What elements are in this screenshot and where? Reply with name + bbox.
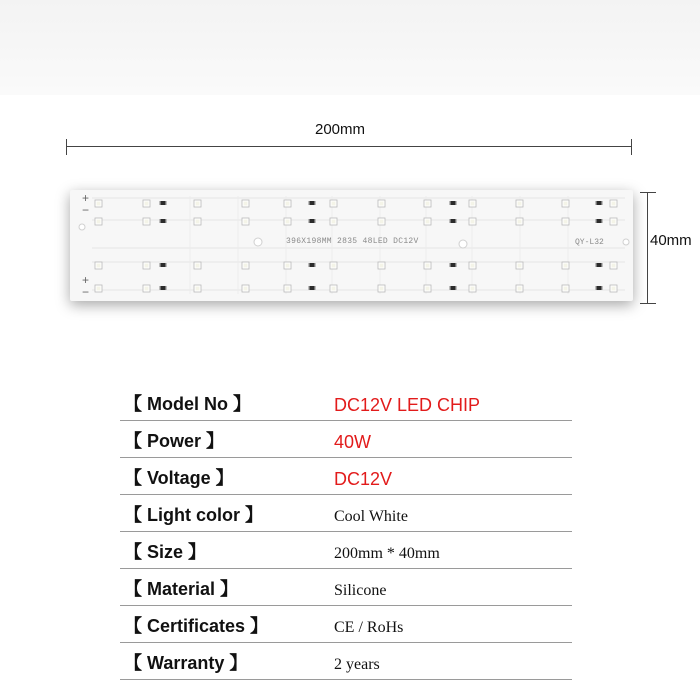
spec-label: 【 Warranty 】 bbox=[124, 653, 248, 673]
led-chip-phosphor bbox=[196, 264, 200, 268]
resistor bbox=[450, 286, 456, 290]
spec-label: 【 Size 】 bbox=[124, 542, 207, 562]
led-chip-phosphor bbox=[244, 287, 248, 291]
led-chip-phosphor bbox=[332, 220, 336, 224]
spec-value: 40W bbox=[334, 432, 372, 452]
resistor-pad bbox=[595, 286, 597, 290]
resistor-pad bbox=[166, 263, 168, 267]
spec-row-size bbox=[120, 532, 572, 569]
led-chip-phosphor bbox=[564, 264, 568, 268]
board-model-code: QY-L32 bbox=[575, 238, 604, 247]
resistor bbox=[450, 263, 456, 267]
led-chip-phosphor bbox=[244, 202, 248, 206]
spec-label: 【 Power 】 bbox=[124, 431, 225, 451]
led-chip-phosphor bbox=[196, 220, 200, 224]
led-chip-phosphor bbox=[518, 202, 522, 206]
spec-row-light-color bbox=[120, 495, 572, 532]
height-dimension-bottom-tick bbox=[640, 303, 656, 304]
resistor-pad bbox=[595, 219, 597, 223]
mounting-hole bbox=[79, 224, 85, 230]
led-chip-phosphor bbox=[196, 202, 200, 206]
resistor-pad bbox=[159, 219, 161, 223]
spec-label: 【 Light color 】 bbox=[124, 505, 263, 525]
led-chip-phosphor bbox=[426, 264, 430, 268]
led-chip-phosphor bbox=[332, 287, 336, 291]
height-dimension-label: 40mm bbox=[650, 232, 692, 249]
top-background bbox=[0, 0, 700, 95]
resistor-pad bbox=[315, 201, 317, 205]
led-chip-phosphor bbox=[286, 264, 290, 268]
resistor-pad bbox=[159, 201, 161, 205]
resistor-pad bbox=[449, 263, 451, 267]
spec-row-model bbox=[120, 384, 572, 421]
board-plus-sign: + bbox=[82, 191, 90, 205]
resistor bbox=[309, 219, 315, 223]
resistor-pad bbox=[308, 201, 310, 205]
resistor-pad bbox=[456, 201, 458, 205]
mounting-hole bbox=[254, 238, 262, 246]
resistor bbox=[596, 286, 602, 290]
resistor-pad bbox=[449, 219, 451, 223]
resistor bbox=[596, 263, 602, 267]
resistor bbox=[160, 201, 166, 205]
resistor-pad bbox=[595, 263, 597, 267]
mounting-hole bbox=[623, 239, 629, 245]
led-chip-phosphor bbox=[145, 202, 149, 206]
led-chip-phosphor bbox=[380, 264, 384, 268]
width-dimension-line bbox=[66, 146, 632, 147]
led-chip-phosphor bbox=[332, 264, 336, 268]
resistor-pad bbox=[166, 201, 168, 205]
led-chip-phosphor bbox=[244, 220, 248, 224]
led-chip-phosphor bbox=[97, 264, 101, 268]
height-dimension-line bbox=[647, 192, 648, 304]
spec-label: 【 Voltage 】 bbox=[124, 468, 234, 488]
resistor bbox=[309, 286, 315, 290]
led-chip-phosphor bbox=[145, 264, 149, 268]
led-chip-phosphor bbox=[518, 287, 522, 291]
led-chip-phosphor bbox=[471, 202, 475, 206]
spec-value: 200mm * 40mm bbox=[334, 545, 440, 562]
led-chip-phosphor bbox=[612, 202, 616, 206]
spec-value: Cool White bbox=[334, 508, 408, 525]
spec-row-power bbox=[120, 421, 572, 458]
resistor bbox=[309, 201, 315, 205]
spec-label: 【 Model No 】 bbox=[124, 394, 251, 414]
mounting-hole bbox=[459, 240, 467, 248]
resistor-pad bbox=[595, 201, 597, 205]
resistor-pad bbox=[315, 219, 317, 223]
spec-table bbox=[120, 384, 572, 680]
led-chip-phosphor bbox=[97, 202, 101, 206]
led-chip-phosphor bbox=[426, 287, 430, 291]
led-chip-phosphor bbox=[564, 220, 568, 224]
resistor-pad bbox=[166, 219, 168, 223]
resistor-pad bbox=[456, 263, 458, 267]
led-chip-phosphor bbox=[380, 220, 384, 224]
resistor bbox=[450, 219, 456, 223]
spec-label: 【 Material 】 bbox=[124, 579, 239, 599]
spec-value: 2 years bbox=[334, 656, 380, 673]
resistor bbox=[596, 219, 602, 223]
led-chip-phosphor bbox=[518, 220, 522, 224]
spec-value: DC12V bbox=[334, 469, 393, 489]
led-chip-phosphor bbox=[244, 264, 248, 268]
led-board-image bbox=[70, 190, 633, 301]
led-chip-phosphor bbox=[286, 220, 290, 224]
board-plus-sign-lower: + bbox=[82, 273, 90, 287]
resistor-pad bbox=[308, 286, 310, 290]
spec-value: DC12V LED CHIP bbox=[334, 395, 481, 415]
resistor-pad bbox=[166, 286, 168, 290]
resistor-pad bbox=[159, 263, 161, 267]
led-chip-phosphor bbox=[426, 202, 430, 206]
led-chip-phosphor bbox=[97, 287, 101, 291]
resistor bbox=[160, 263, 166, 267]
resistor-pad bbox=[602, 263, 604, 267]
resistor-pad bbox=[308, 219, 310, 223]
spec-row-certificates bbox=[120, 606, 572, 643]
resistor-pad bbox=[449, 201, 451, 205]
spec-row-voltage bbox=[120, 458, 572, 495]
led-chip-phosphor bbox=[196, 287, 200, 291]
led-chip-phosphor bbox=[471, 220, 475, 224]
led-chip-phosphor bbox=[332, 202, 336, 206]
resistor bbox=[596, 201, 602, 205]
led-chip-phosphor bbox=[286, 202, 290, 206]
resistor-pad bbox=[456, 286, 458, 290]
board-minus-sign: − bbox=[82, 203, 90, 217]
spec-value: Silicone bbox=[334, 582, 387, 599]
resistor-pad bbox=[315, 286, 317, 290]
resistor-pad bbox=[456, 219, 458, 223]
board-minus-sign-lower: − bbox=[82, 285, 90, 299]
led-chip-phosphor bbox=[380, 287, 384, 291]
resistor-pad bbox=[449, 286, 451, 290]
led-chip-phosphor bbox=[564, 202, 568, 206]
led-chip-phosphor bbox=[564, 287, 568, 291]
spec-row-warranty bbox=[120, 643, 572, 680]
width-dimension-left-tick bbox=[66, 139, 67, 155]
resistor bbox=[450, 201, 456, 205]
led-chip-phosphor bbox=[145, 287, 149, 291]
led-chip-phosphor bbox=[471, 287, 475, 291]
spec-row-material bbox=[120, 569, 572, 606]
resistor bbox=[160, 219, 166, 223]
spec-label: 【 Certificates 】 bbox=[124, 616, 269, 636]
width-dimension-right-tick bbox=[631, 139, 632, 155]
led-chip-phosphor bbox=[471, 264, 475, 268]
led-chip-phosphor bbox=[518, 264, 522, 268]
led-chip-phosphor bbox=[97, 220, 101, 224]
led-chip-phosphor bbox=[380, 202, 384, 206]
resistor-pad bbox=[602, 219, 604, 223]
spec-value: CE / RoHs bbox=[334, 619, 404, 636]
resistor-pad bbox=[159, 286, 161, 290]
board-silkscreen-text: 396X198MM 2835 48LED DC12V bbox=[286, 237, 419, 246]
width-dimension-label: 200mm bbox=[314, 121, 366, 138]
resistor-pad bbox=[602, 201, 604, 205]
resistor-pad bbox=[602, 286, 604, 290]
led-chip-phosphor bbox=[612, 264, 616, 268]
resistor bbox=[309, 263, 315, 267]
resistor bbox=[160, 286, 166, 290]
height-dimension-top-tick bbox=[640, 192, 656, 193]
led-chip-phosphor bbox=[145, 220, 149, 224]
resistor-pad bbox=[308, 263, 310, 267]
led-chip-phosphor bbox=[286, 287, 290, 291]
resistor-pad bbox=[315, 263, 317, 267]
led-chip-phosphor bbox=[612, 220, 616, 224]
led-chip-phosphor bbox=[426, 220, 430, 224]
led-chip-phosphor bbox=[612, 287, 616, 291]
